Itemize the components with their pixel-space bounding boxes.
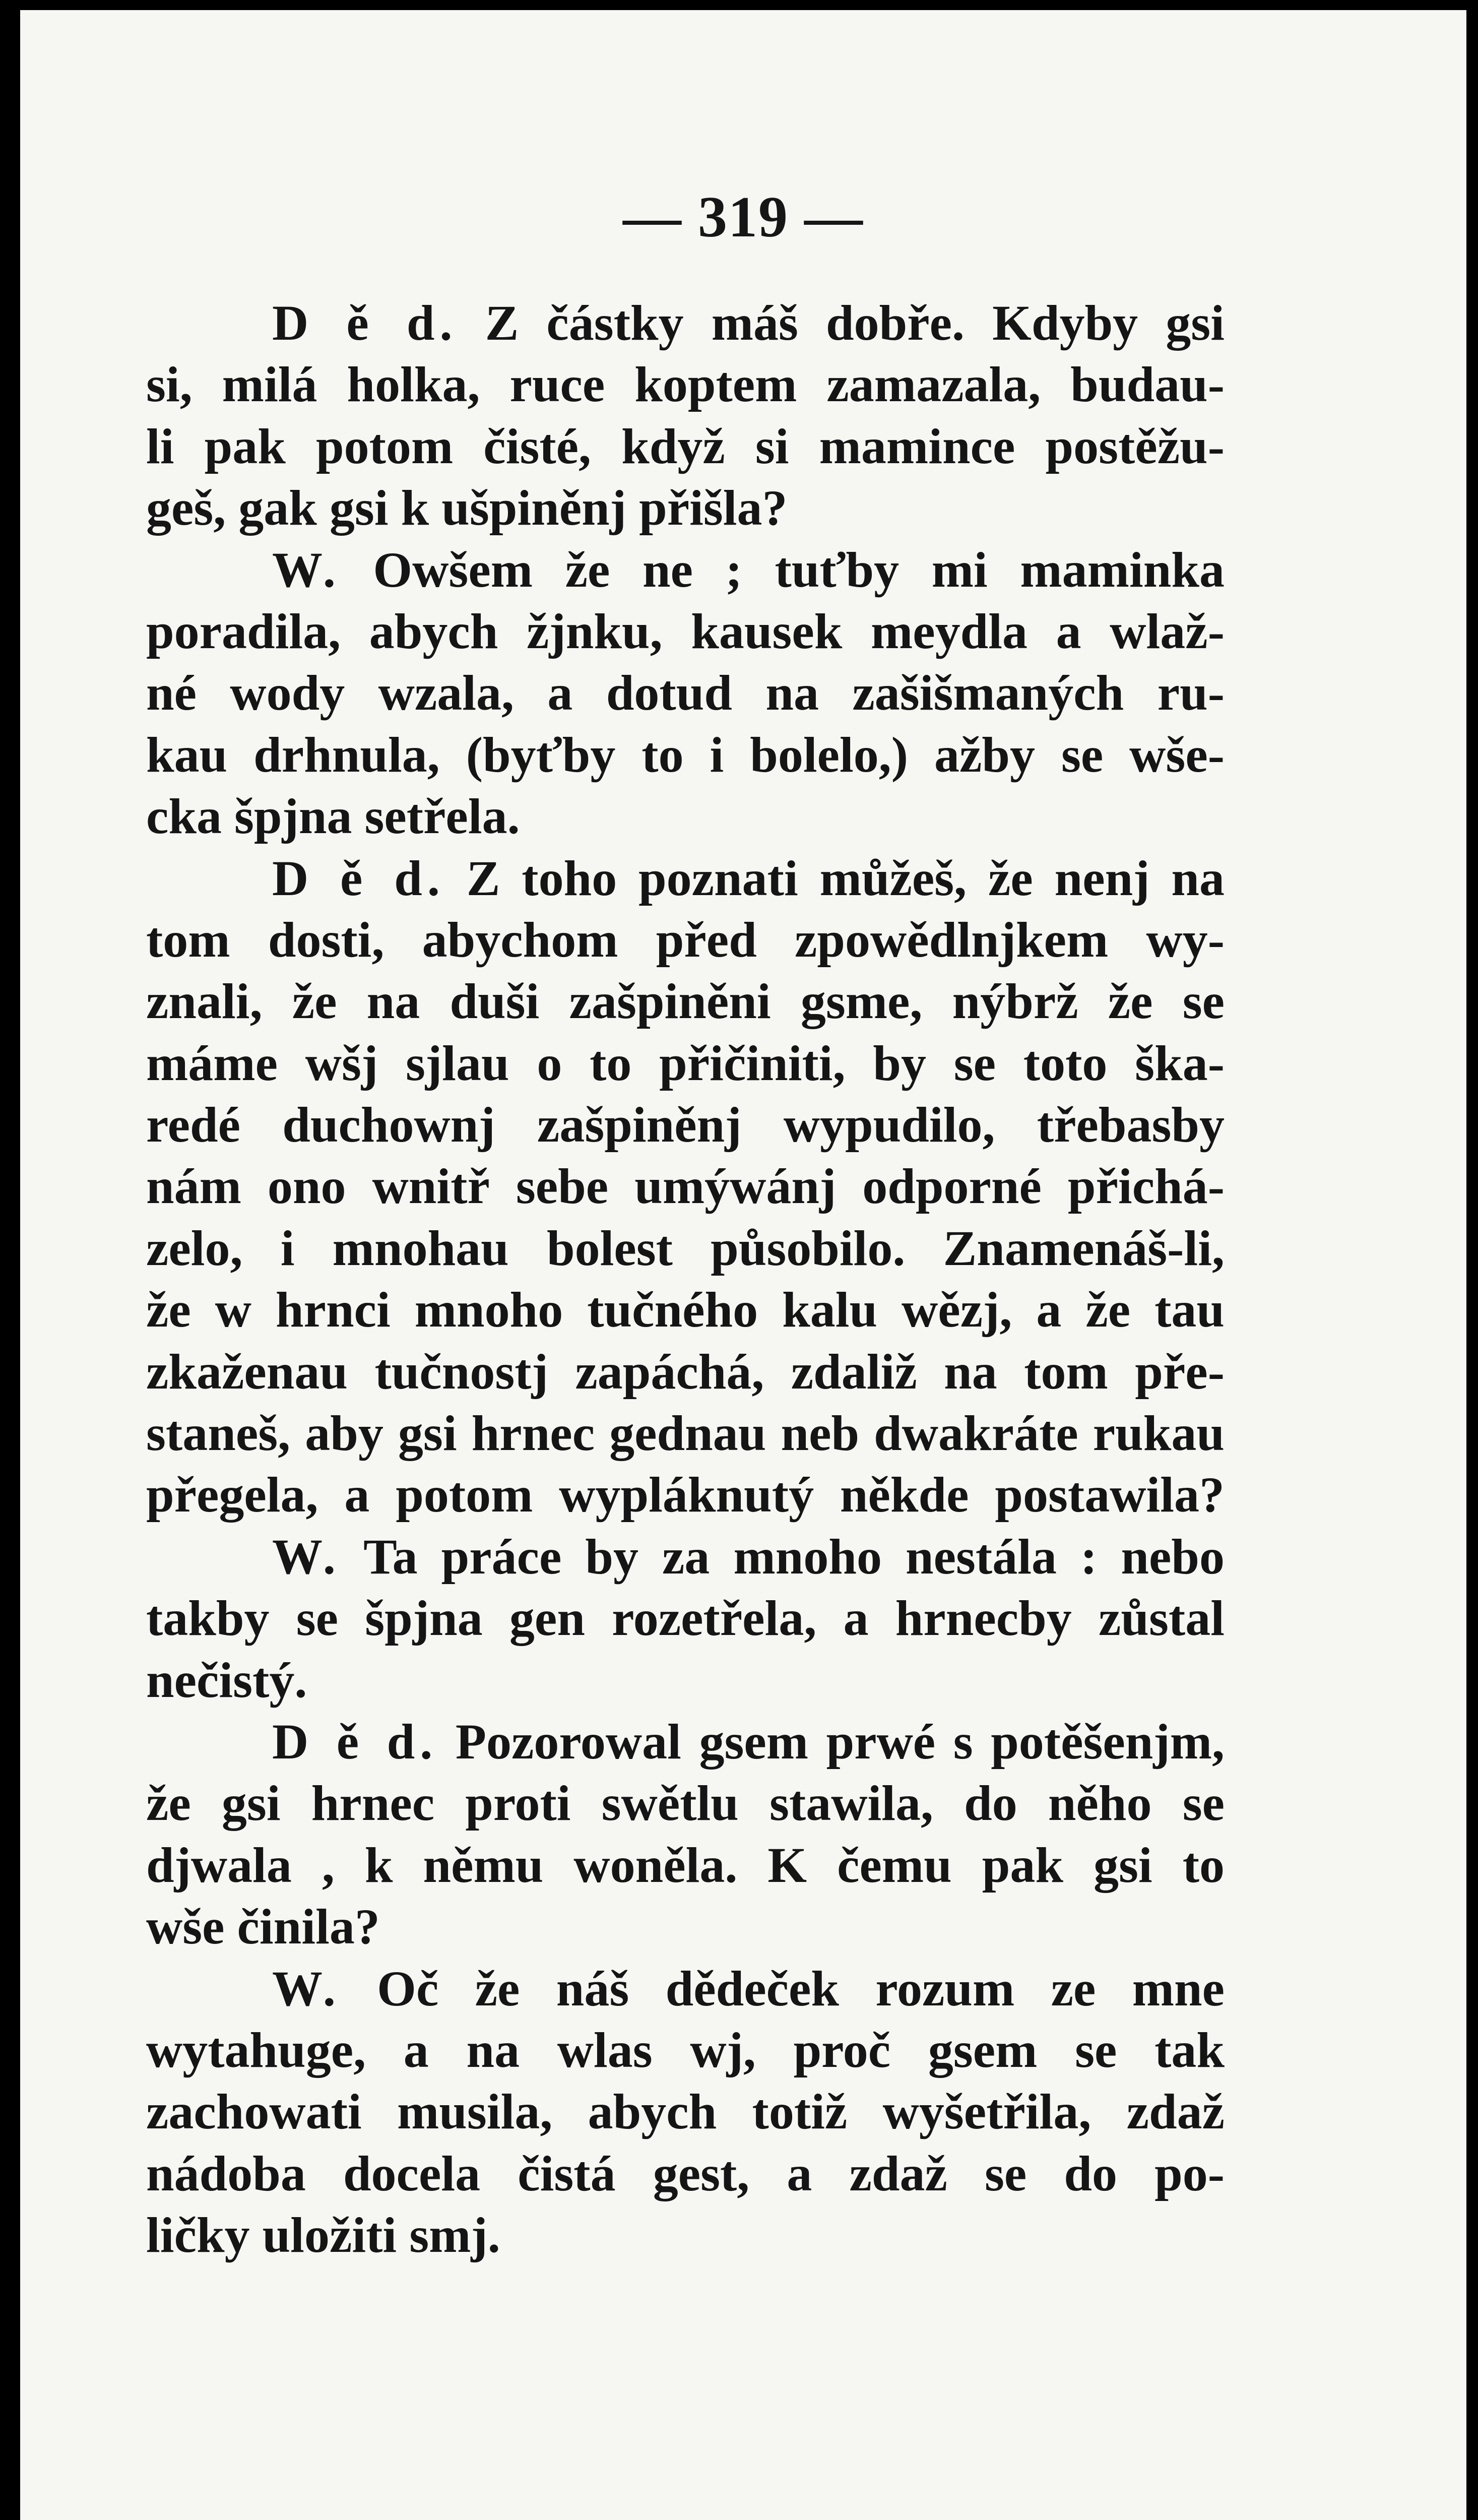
page-number: — 319 —: [623, 185, 864, 249]
text-line: wytahuge, a na wlas wj, proč gsem se tak: [146, 2022, 1225, 2078]
speaker-label: W.: [272, 1960, 341, 2017]
dialogue-paragraph: [146, 848, 1225, 1526]
text-line: nečistý.: [146, 1652, 307, 1708]
text-line: W. Owšem že ne ; tuťby mi maminka: [272, 541, 1225, 598]
text-line: přegela, a potom wypláknutý někde postawila?: [146, 1467, 1225, 1523]
speaker-label: D ě d.: [272, 850, 445, 906]
text-line: že gsi hrnec proti swětlu stawila, do něho se: [146, 1775, 1225, 1832]
text-line: wše činila?: [146, 1899, 380, 1955]
text-line: ličky uložiti smj.: [146, 2207, 500, 2263]
text-line: znali, že na duši zašpiněni gsme, nýbrž že se: [146, 973, 1225, 1030]
dialogue-paragraph: [146, 1711, 1225, 1958]
text-line: nám ono wnitř sebe umýwánj odporné přichá-: [146, 1158, 1225, 1215]
speaker-label: D ě d.: [272, 1713, 438, 1770]
text-line: si, milá holka, ruce koptem zamazala, budau-: [146, 356, 1225, 413]
book-page: [20, 10, 1466, 2520]
text-line: máme wšj sjlau o to přičiniti, by se toto ška-: [146, 1035, 1225, 1091]
text-line: že w hrnci mnoho tučného kalu wězj, a že tau: [146, 1282, 1225, 1338]
text-line: djwala , k němu woněla. K čemu pak gsi to: [146, 1837, 1225, 1893]
text-line: zachowati musila, abych totiž wyšetřila, zdaž: [146, 2084, 1225, 2140]
text-line: D ě d. Z částky máš dobře. Kdyby gsi: [272, 295, 1225, 351]
text-line: D ě d. Z toho poznati můžeš, že nenj na: [272, 850, 1225, 906]
text-line: zkaženau tučnostj zapáchá, zdaliž na tom pře-: [146, 1343, 1225, 1400]
text-line: kau drhnula, (byťby to i bolelo,) ažby se wše-: [146, 726, 1225, 783]
dialogue-paragraph: [146, 292, 1225, 539]
text-line: li pak potom čisté, když si mamince postěžu-: [146, 418, 1225, 474]
text-line: cka špjna setřela.: [146, 788, 520, 845]
text-line: staneš, aby gsi hrnec gednau neb dwakráte rukau: [146, 1405, 1225, 1462]
text-line: geš, gak gsi k ušpiněnj přišla?: [146, 480, 788, 536]
text-line: D ě d. Pozorowal gsem prwé s potěšenjm,: [272, 1713, 1225, 1770]
text-line: tom dosti, abychom před zpowědlnjkem wy-: [146, 911, 1225, 968]
text-line: nádoba docela čistá gest, a zdaž se do po-: [146, 2145, 1225, 2201]
text-line: zelo, i mnohau bolest působilo. Znamenáš-li,: [146, 1220, 1225, 1276]
text-line: W. Oč že náš dědeček rozum ze mne: [272, 1960, 1225, 2017]
speaker-label: W.: [272, 1528, 341, 1585]
dialogue-paragraph: [146, 539, 1225, 848]
text-line: poradila, abych žjnku, kausek meydla a wlaž-: [146, 603, 1225, 659]
text-line: takby se špjna gen rozetřela, a hrnecby zůstal: [146, 1590, 1225, 1647]
text-line: né wody wzala, a dotud na zašišmaných ru-: [146, 665, 1225, 721]
dialogue-paragraph: [146, 1958, 1225, 2266]
page-text: [146, 292, 1225, 2266]
text-line: redé duchownj zašpiněnj wypudilo, třebasby: [146, 1097, 1225, 1153]
text-line: W. Ta práce by za mnoho nestála : nebo: [272, 1528, 1225, 1585]
dialogue-paragraph: [146, 1526, 1225, 1711]
speaker-label: D ě d.: [272, 295, 458, 351]
speaker-label: W.: [272, 541, 341, 598]
